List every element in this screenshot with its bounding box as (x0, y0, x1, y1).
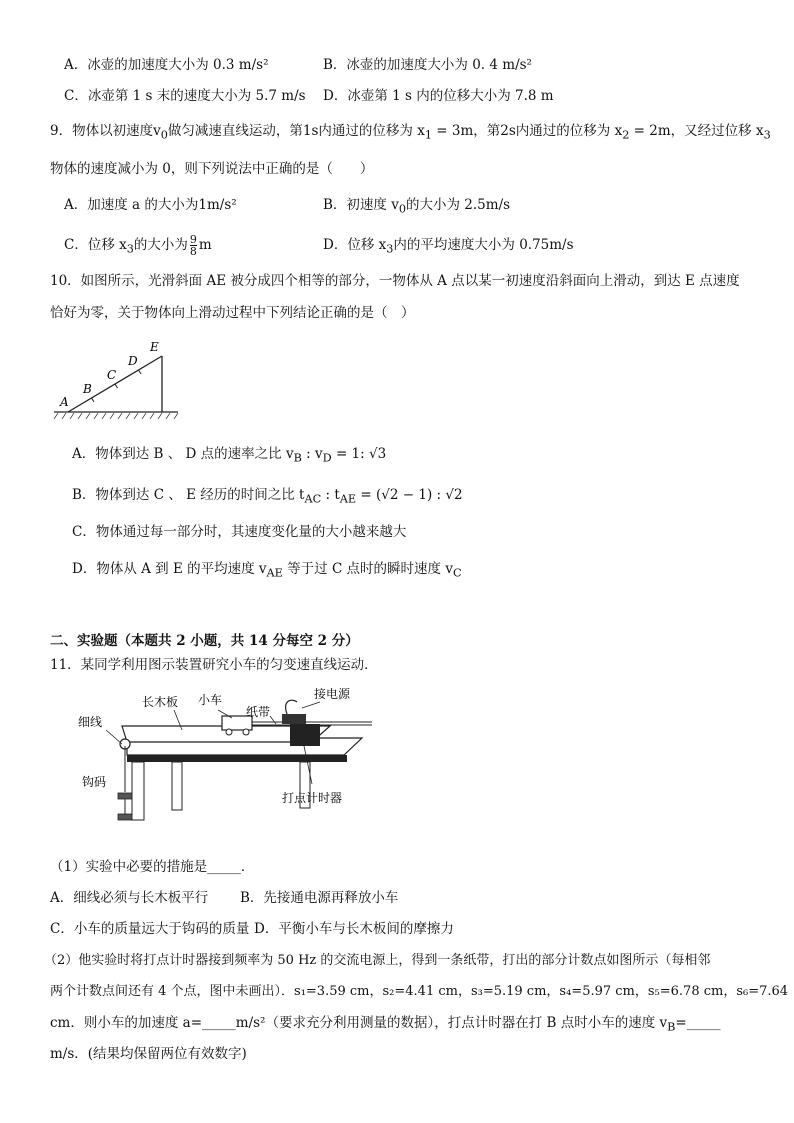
fraction-9-8: $\frac{9}{8}$ (189, 233, 197, 258)
ground-hatching (54, 413, 178, 419)
q10-stem-line2: 恰好为零，关于物体向上滑动过程中下列结论正确的是（ ） (50, 305, 415, 321)
q11-part1: （1）实验中必要的措施是_____． (50, 859, 255, 875)
q9-stem-line1: 9．物体以初速度$v_0$做匀减速直线运动，第1s内通过的位移为 $x_1 = 3m$，第2s内通过的位移为 $x_2 = 2m$，又经过位移 $x_3$ (50, 123, 771, 142)
q10-option-d: D．物体从 A 到 E 的平均速度 $v_{AE}$ 等于过 C 点时的瞬时速度 $v_C$ (72, 561, 462, 580)
q10-option-a: A．物体到达 B 、 D 点的速率之比 $v_B$ : $v_D = 1$: √3 (72, 446, 387, 465)
hanging-weight-1 (118, 793, 132, 799)
q10-option-c: C．物体通过每一部分时，其速度变化量的大小越来越大 (72, 524, 407, 540)
q11-option-b: B．先接通电源再释放小车 (240, 890, 399, 906)
q8-option-a: A．冰壶的加速度大小为 0.3 m/s² (64, 57, 269, 73)
q9-option-a: A．加速度 a 的大小为1m/s² (64, 197, 237, 213)
point-d-label: D (128, 354, 138, 368)
section-2-heading: 二、实验题（本题共 2 小题，共 14 分每空 2 分） (50, 633, 359, 649)
q9-option-c: C．位移 $x_3$的大小为 $\frac{9}{8}$ m (64, 233, 212, 258)
apparatus-figure (72, 680, 402, 828)
q9-option-b: B．初速度 $v_0$的大小为 2.5m/s (323, 197, 511, 216)
table-edge (127, 755, 347, 762)
q9-stem-line2: 物体的速度减小为 0，则下列说法中正确的是（ ） (50, 161, 374, 177)
label-power: 接电源 (314, 687, 351, 701)
q11-option-c: C．小车的质量远大于钩码的质量 (50, 921, 250, 937)
q8-option-c: C．冰壶第 1 s 末的速度大小为 5.7 m/s (64, 88, 306, 104)
point-b-label: B (83, 382, 92, 396)
q9-option-d: D．位移 $x_3$内的平均速度大小为 0.75m/s (323, 237, 574, 256)
point-c-label: C (107, 368, 117, 382)
label-weight: 钩码 (82, 775, 107, 789)
timer-body (282, 714, 306, 724)
power-cable (286, 700, 297, 714)
table-leg-left (132, 762, 144, 820)
q8-option-d: D．冰壶第 1 s 内的位移大小为 7.8 m (323, 88, 554, 104)
q11-part2-line1: （2）他实验时将打点计时器接到频率为 50 Hz 的交流电源上，得到一条纸带，打出的部分计数点如图所示（每相邻 (44, 953, 711, 968)
point-e-label: E (150, 340, 159, 354)
label-paper-tape: 纸带 (246, 705, 271, 719)
q10-option-b: B．物体到达 C 、 E 经历的时间之比 $t_{AC}$ : $t_{AE} = (√2 - 1)$ : √2 (72, 487, 463, 506)
hanging-weight-2 (118, 814, 132, 820)
label-timer: 打点计时器 (282, 791, 343, 805)
q11-option-a: A．细线必须与长木板平行 (50, 890, 209, 906)
label-string: 细线 (78, 715, 103, 729)
label-cart: 小车 (198, 693, 223, 707)
q11-part2-line3: cm．则小车的加速度 a=_____m/s²（要求充分利用测量的数据），打点计时器在打 B 点时小车的速度 $v_B=\_\_\_\_\_$ (50, 1015, 721, 1034)
timer-base (290, 724, 320, 746)
q8-option-b: B．冰壶的加速度大小为 0. 4 m/s² (323, 57, 532, 73)
table-leg-back (172, 762, 182, 810)
incline-figure (50, 338, 190, 422)
q11-part2-line4: m/s．(结果均保留两位有效数字) (50, 1046, 247, 1062)
point-a-label: A (60, 395, 69, 409)
q10-stem-line1: 10．如图所示，光滑斜面 AE 被分成四个相等的部分，一物体从 A 点以某一初速度沿斜面向上滑动，到达 E 点速度 (50, 273, 740, 289)
q11-stem: 11．某同学利用图示装置研究小车的匀变速直线运动． (50, 657, 378, 673)
q11-option-d: D．平衡小车与长木板间的摩擦力 (254, 921, 454, 937)
label-long-board: 长木板 (142, 695, 179, 709)
q11-part2-line2: 两个计数点间还有 4 个点，图中未画出）．s₁=3.59 cm，s₂=4.41 cm，s₃=5.19 cm，s₄=5.97 cm，s₅=6.78 cm，s₆=7.64 (50, 984, 789, 999)
division-ticks (92, 370, 142, 402)
